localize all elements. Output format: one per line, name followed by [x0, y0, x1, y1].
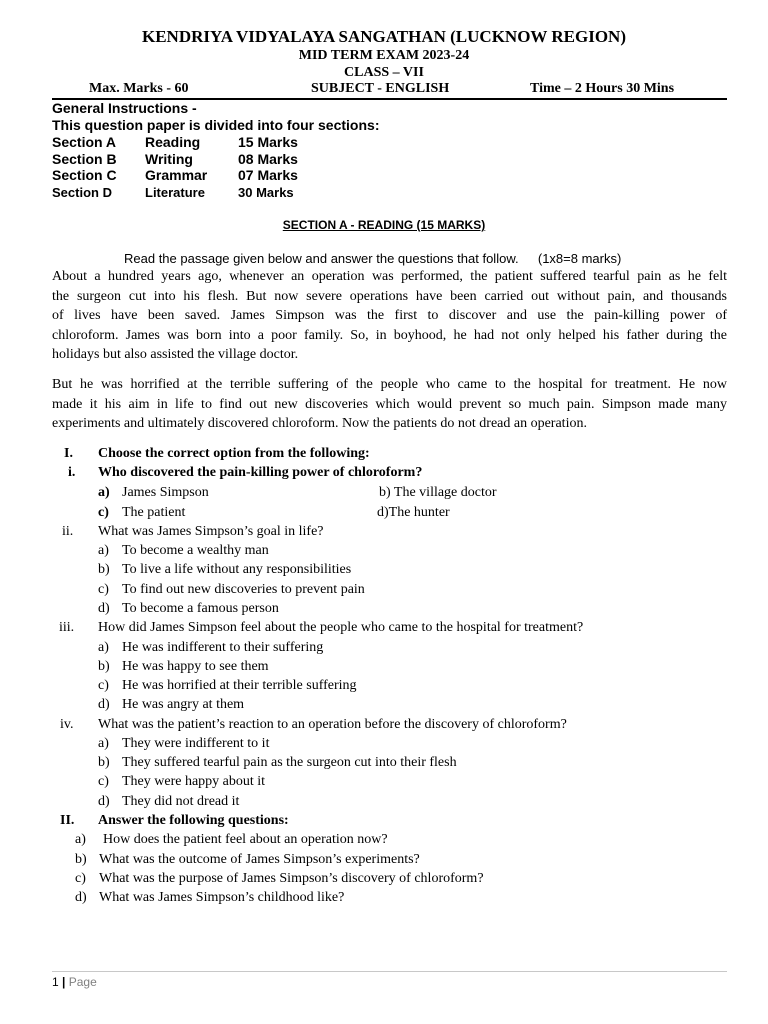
passage-line: But he was horrified at the terrible suffering of the people who came to the hospital for treatment. He now	[52, 377, 727, 392]
max-marks: Max. Marks - 60	[89, 81, 189, 96]
section-topic: Grammar	[145, 167, 208, 183]
question-number: i.	[68, 465, 76, 480]
question-label: a)	[75, 832, 86, 847]
passage-line: experiments and ultimately discovered chloroform. Now the patients do not dread an operation.	[52, 416, 587, 431]
option-label: d)	[98, 601, 110, 616]
part-1-number: I.	[64, 446, 73, 461]
option-text: b) The village doctor	[379, 485, 497, 500]
question-text: Who discovered the pain-killing power of chloroform?	[98, 465, 423, 480]
instructions-heading: General Instructions -	[52, 100, 197, 116]
section-marks: 30 Marks	[238, 185, 294, 200]
footer-divider	[52, 971, 727, 972]
section-marks: 15 Marks	[238, 134, 298, 150]
class-label: CLASS – VII	[344, 65, 424, 80]
option-text: They were indifferent to it	[122, 736, 270, 751]
option-text: d)The hunter	[377, 505, 450, 520]
question-label: c)	[75, 871, 86, 886]
exam-name: MID TERM EXAM 2023-24	[298, 48, 470, 63]
question-text: What was the patient’s reaction to an operation before the discovery of chloroform?	[98, 717, 567, 732]
reading-prompt-marks: (1x8=8 marks)	[537, 251, 622, 266]
option-label: b)	[98, 659, 110, 674]
option-text: He was indifferent to their suffering	[122, 640, 324, 655]
option-text: They did not dread it	[122, 794, 240, 809]
section-topic: Literature	[145, 185, 205, 200]
question-text: What was the purpose of James Simpson’s discovery of chloroform?	[99, 871, 484, 886]
option-label: d)	[98, 697, 110, 712]
question-label: d)	[75, 890, 87, 905]
passage-paragraph-2	[52, 375, 727, 414]
option-label: c)	[98, 774, 109, 789]
question-number: ii.	[62, 524, 74, 539]
part-2-heading: Answer the following questions:	[98, 813, 289, 828]
option-text: They were happy about it	[122, 774, 266, 789]
option-label: c)	[98, 505, 109, 520]
option-text: He was horrified at their terrible suffering	[122, 678, 357, 693]
question-text: How does the patient feel about an operation now?	[103, 832, 388, 847]
option-text: They suffered tearful pain as the surgeon cut into their flesh	[122, 755, 457, 770]
section-marks: 07 Marks	[238, 167, 298, 183]
subject: SUBJECT - ENGLISH	[311, 81, 450, 96]
question-number: iii.	[59, 620, 75, 635]
option-label: c)	[98, 582, 109, 597]
option-label: a)	[98, 736, 109, 751]
passage-paragraph-1	[52, 267, 727, 345]
passage-line: of lives have been saved. James Simpson was the first to discover and use the pain-killing power of	[52, 308, 727, 323]
passage-line: About a hundred years ago, whenever an operation was performed, the patient suffered tearful pain as he felt	[52, 269, 727, 284]
question-text: How did James Simpson feel about the people who came to the hospital for treatment?	[98, 620, 584, 635]
reading-prompt	[124, 251, 621, 266]
question-text: What was the outcome of James Simpson’s experiments?	[99, 852, 420, 867]
option-label: a)	[98, 640, 109, 655]
section-a-title: SECTION A - READING (15 MARKS)	[282, 218, 486, 232]
exam-time: Time – 2 Hours 30 Mins	[530, 81, 675, 96]
passage-line: holidays but also assisted the village doctor.	[52, 347, 299, 362]
option-text: To find out new discoveries to prevent pain	[122, 582, 365, 597]
option-text: He was angry at them	[122, 697, 245, 712]
section-marks: 08 Marks	[238, 151, 298, 167]
option-text: To become a wealthy man	[122, 543, 269, 558]
page-label: Page	[68, 975, 97, 989]
option-label: d)	[98, 794, 110, 809]
option-text: The patient	[122, 505, 186, 520]
reading-prompt-text: Read the passage given below and answer the questions that follow.	[124, 251, 519, 266]
section-topic: Writing	[145, 151, 193, 167]
section-name: Section D	[52, 185, 112, 200]
option-label: a)	[98, 485, 110, 500]
passage-line: the surgeon cut into his flesh. But now severe operations have been carried out without pain, and thousands	[52, 288, 727, 304]
option-text: To become a famous person	[122, 601, 279, 616]
section-name: Section C	[52, 167, 117, 183]
page-number: 1	[52, 975, 59, 989]
passage-line: made it his aim in life to find out new discoveries which would prevent so much pain. Simpson made many	[52, 396, 727, 412]
question-text: What was James Simpson’s goal in life?	[98, 524, 324, 539]
question-label: b)	[75, 852, 87, 867]
option-label: a)	[98, 543, 109, 558]
question-text: What was James Simpson’s childhood like?	[99, 890, 345, 905]
section-name: Section B	[52, 151, 117, 167]
question-number: iv.	[60, 717, 74, 732]
section-topic: Reading	[145, 134, 201, 150]
part-1-heading: Choose the correct option from the following:	[98, 446, 370, 461]
option-text: He was happy to see them	[122, 659, 269, 674]
option-label: b)	[98, 562, 110, 577]
page-separator: |	[62, 975, 66, 989]
option-label: c)	[98, 678, 109, 693]
section-name: Section A	[52, 134, 117, 150]
exam-organization-title: KENDRIYA VIDYALAYA SANGATHAN (LUCKNOW REGION)	[142, 27, 626, 46]
instructions-intro: This question paper is divided into four sections:	[52, 117, 380, 133]
part-2-number: II.	[60, 813, 75, 828]
option-text: James Simpson	[122, 485, 209, 500]
option-text: To live a life without any responsibilities	[122, 562, 352, 577]
passage-line: chloroform. James was born into a poor family. So, in boyhood, he had not only helped his father during the	[52, 327, 727, 343]
page-footer	[52, 975, 97, 989]
option-label: b)	[98, 755, 110, 770]
